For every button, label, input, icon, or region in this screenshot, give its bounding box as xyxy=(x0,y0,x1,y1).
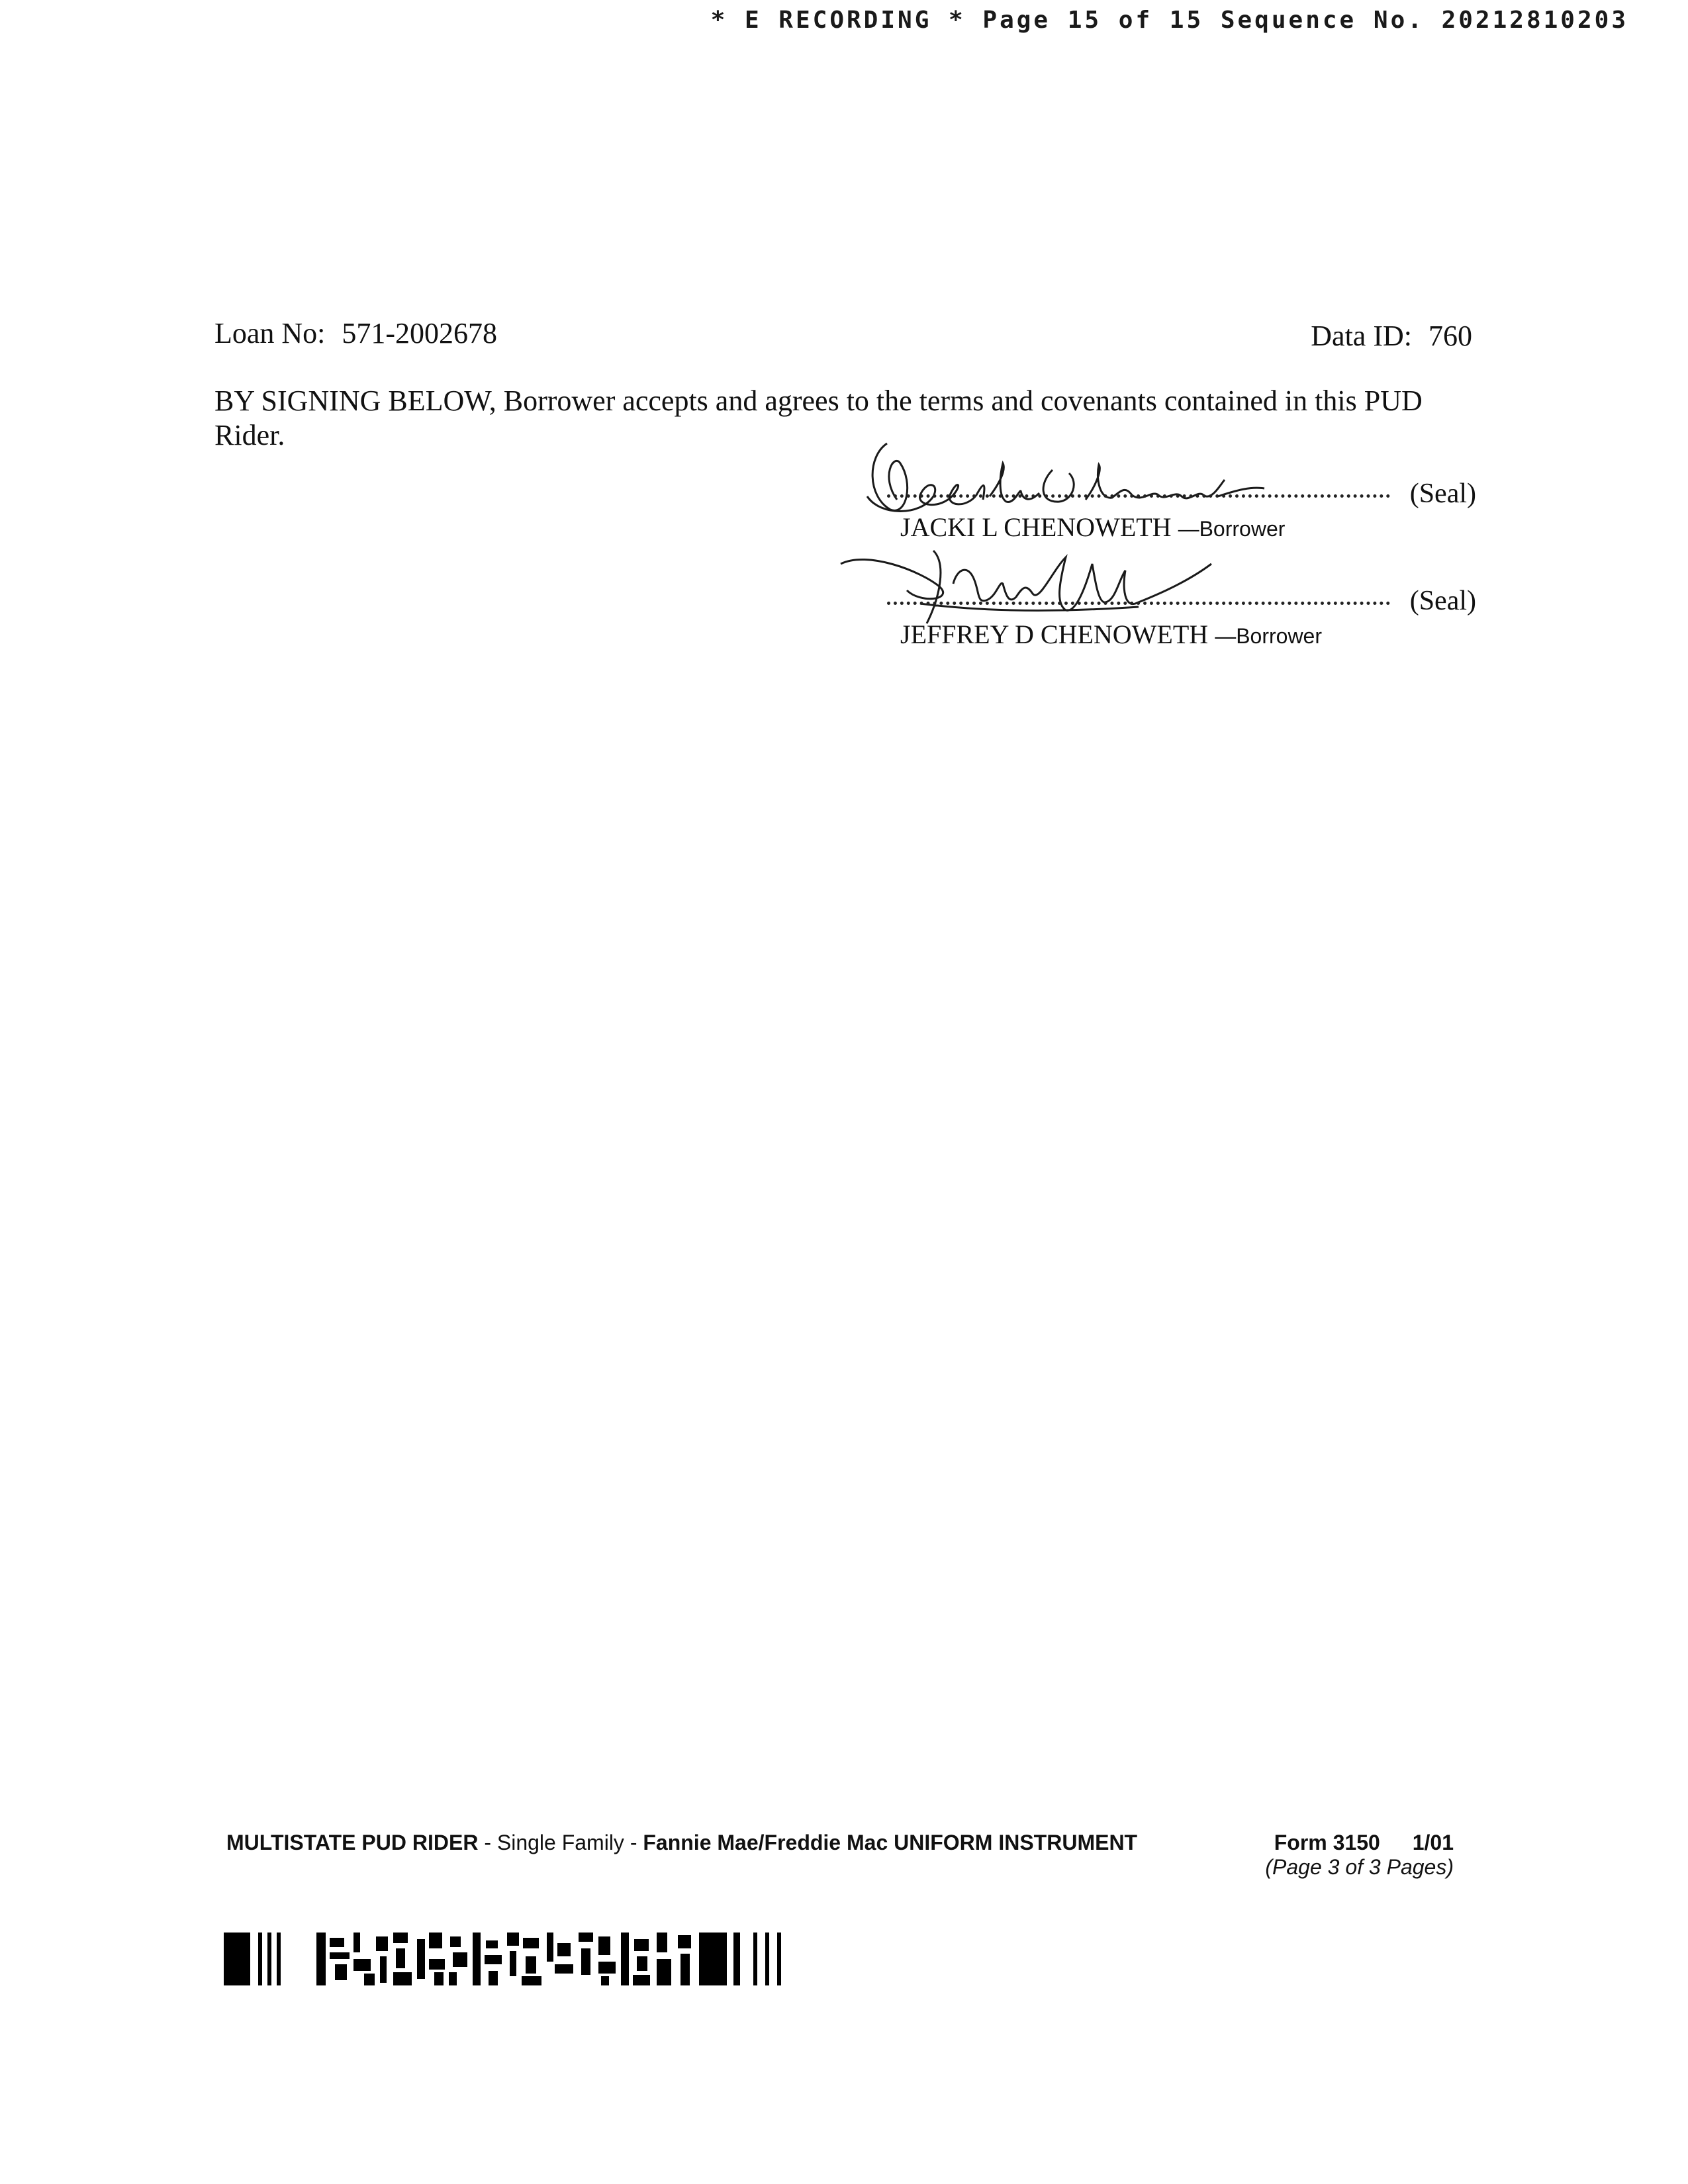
acceptance-text-cont: Rider. xyxy=(214,419,285,451)
form-title-bold: MULTISTATE PUD RIDER xyxy=(226,1831,479,1854)
loan-number-line xyxy=(214,316,497,350)
barcode-icon xyxy=(224,1933,886,1985)
form-number: Form 3150 xyxy=(1274,1831,1380,1854)
borrower-1-role: —Borrower xyxy=(1178,517,1286,541)
loan-label: Loan No: xyxy=(214,317,326,349)
form-id-block xyxy=(1265,1831,1454,1880)
acceptance-text: BY SIGNING BELOW, Borrower accepts and agrees to the terms and covenants contained in this PUD xyxy=(214,385,1423,417)
page-info: (Page 3 of 3 Pages) xyxy=(1265,1855,1454,1879)
signature-block-jeffrey xyxy=(847,570,1476,649)
borrower-2-name: JEFFREY D CHENOWETH xyxy=(900,619,1209,649)
form-title-sep: - Single Family - xyxy=(478,1831,643,1854)
signature-line-2 xyxy=(887,602,1390,605)
form-title xyxy=(226,1831,1137,1855)
form-number-line xyxy=(1265,1831,1454,1855)
seal-label-2: (Seal) xyxy=(1409,586,1476,616)
recording-header: * E RECORDING * Page 15 of 15 Sequence No. 20212810203 xyxy=(710,7,1628,34)
signature-line-1 xyxy=(887,494,1390,498)
form-date: 1/01 xyxy=(1412,1831,1454,1854)
borrower-2-role: —Borrower xyxy=(1215,624,1322,648)
loan-number: 571-2002678 xyxy=(342,317,498,349)
seal-label-1: (Seal) xyxy=(1409,478,1476,509)
form-title-instrument: Fannie Mae/Freddie Mac UNIFORM INSTRUMENT xyxy=(643,1831,1138,1854)
data-id-label: Data ID: xyxy=(1311,320,1412,352)
data-id-line xyxy=(1311,319,1472,353)
data-id-value: 760 xyxy=(1429,320,1472,352)
borrower-name-2 xyxy=(900,619,1322,650)
borrower-1-name: JACKI L CHENOWETH xyxy=(900,512,1172,542)
